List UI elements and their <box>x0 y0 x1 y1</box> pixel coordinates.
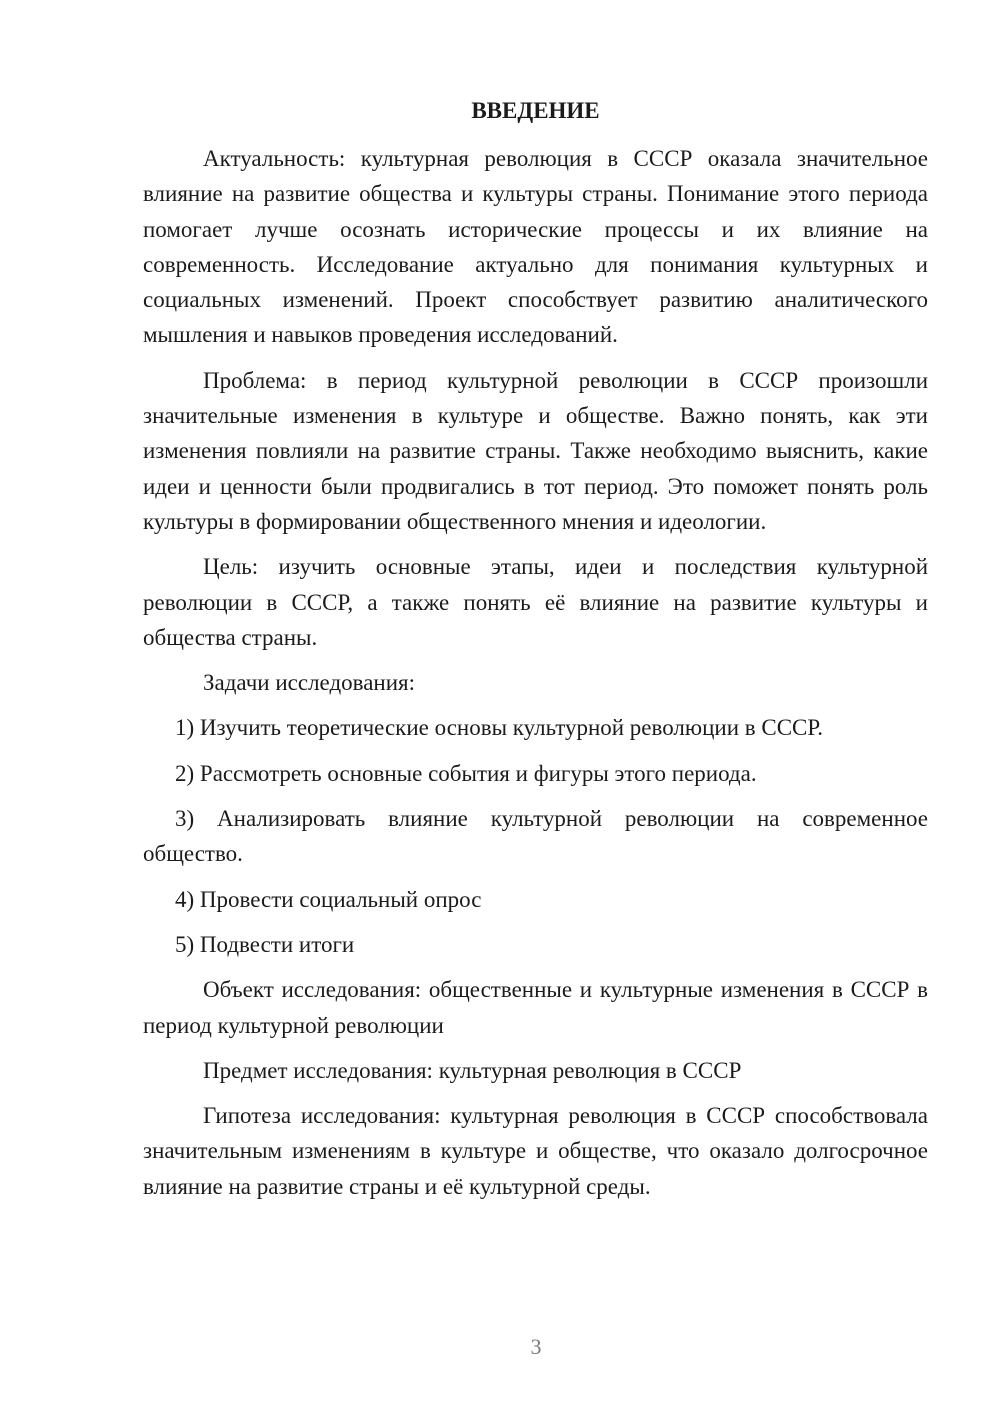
page-title: ВВЕДЕНИЕ <box>471 98 600 123</box>
task-item: 3) Анализировать влияние культурной революции на современное общество. <box>143 806 928 867</box>
relevance-paragraph: Актуальность: культурная революция в СССР оказала значительное влияние на развитие общества и культуры страны. Понимание этого периода помогает лучше осознать исторические процессы и их влияние на современность. Исследование актуально для понимания культурных и социальных изменений. Проект способствует развитию аналитического мышления и навыков проведения исследований. <box>143 146 928 348</box>
hypothesis-paragraph: Гипотеза исследования: культурная революция в СССР способствовала значительным изменениям в культуре и обществе, что оказало долгосрочное влияние на развитие страны и её культурной среды. <box>143 1103 928 1199</box>
problem-paragraph: Проблема: в период культурной революции в СССР произошли значительные изменения в культуре и обществе. Важно понять, как эти изменения повлияли на развитие страны. Также необходимо выяснить, какие идеи и ценности были продвигались в тот период. Это поможет понять роль культуры в формировании общественного мнения и идеологии. <box>143 367 928 534</box>
page-number: 3 <box>530 1334 542 1359</box>
task-item: 1) Изучить теоретические основы культурной революции в СССР. <box>175 715 824 741</box>
object-paragraph: Объект исследования: общественные и культурные изменения в СССР в период культурной революции <box>143 977 928 1038</box>
document-body <box>143 141 928 1214</box>
subject-paragraph: Предмет исследования: культурная революция в СССР <box>203 1057 742 1083</box>
task-item: 4) Провести социальный опрос <box>175 886 482 912</box>
goal-paragraph: Цель: изучить основные этапы, идеи и последствия культурной революции в СССР, а также понять её влияние на развитие культуры и общества страны. <box>143 554 928 650</box>
tasks-heading: Задачи исследования: <box>203 670 416 696</box>
task-item: 2) Рассмотреть основные события и фигуры этого периода. <box>175 760 757 786</box>
task-item: 5) Подвести итоги <box>175 931 355 957</box>
